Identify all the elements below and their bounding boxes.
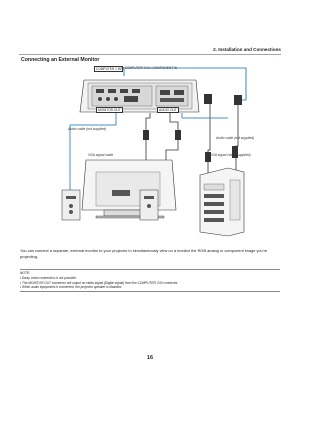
chapter-title: 2. Installation and Connections	[213, 47, 281, 52]
note-item: • Daisy chain connection is not possible.	[20, 276, 77, 280]
monitor-illustration	[82, 160, 176, 218]
note-divider-top	[20, 269, 280, 270]
speaker-left-illustration	[62, 190, 80, 220]
speaker-right-illustration	[140, 190, 158, 220]
note-heading: NOTE:	[20, 271, 31, 275]
note-item: • The MONITOR OUT connector will output no video signal (Digital signal) from the COMPUTER 3 IN connector.	[20, 280, 179, 285]
monitor-out-port-label: MONITOR OUT	[98, 108, 121, 112]
audio-cable-right-label: Audio cable (not supplied)	[216, 136, 255, 140]
computer-alt-port-label: or COMPUTER 2 IN / COMPONENT IN	[121, 66, 178, 70]
computer-illustration	[200, 168, 244, 236]
note-item: • When audio equipment is connected, the projector speaker is disabled.	[20, 285, 123, 289]
section-title: Connecting an External Monitor	[21, 57, 100, 63]
audio-out-port-label: AUDIO OUT	[159, 108, 177, 112]
vga-cable-supplied-label: VGA signal cable (supplied)	[210, 153, 251, 157]
vga-cable-label: VGA signal cable	[88, 153, 114, 157]
audio-cable-left-label: Audio cable (not supplied)	[68, 127, 107, 131]
page-number: 16	[146, 355, 154, 361]
body-paragraph: You can connect a separate, external monitor to your projector to simultaneously view on a monitor the RGB analog or component image you’re projecting.	[20, 248, 268, 259]
computer-in-port-label: COMPUTER 1 IN	[96, 67, 121, 71]
note-divider-bottom	[20, 291, 280, 292]
